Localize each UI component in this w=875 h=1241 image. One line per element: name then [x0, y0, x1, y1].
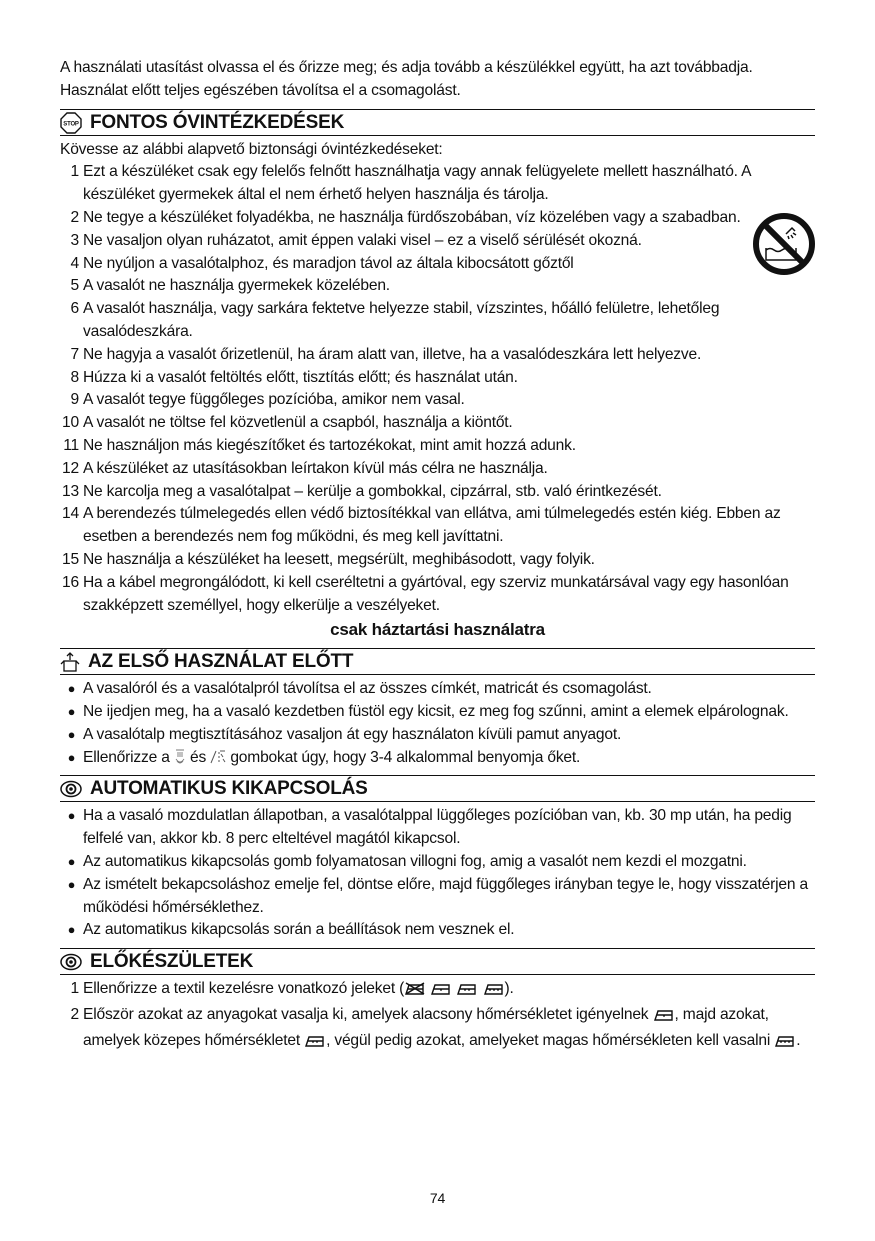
iron-high-icon	[774, 1032, 796, 1056]
item-number: 16	[62, 573, 79, 591]
section-heading-safety	[60, 109, 815, 136]
list-item	[60, 851, 815, 874]
item-text: Ha a kábel megrongálódott, ki kell cseréltetni a gyártóval, egy szerviz munkatársával vagy egy hasonlóan szakképzett személlyel, hogy elkerülje a veszélyeket.	[83, 573, 789, 614]
item-text: A vasalót tegye függőleges pozícióba, amikor nem vasal.	[83, 391, 465, 409]
item-number: 4	[70, 254, 79, 272]
item-number: 2	[70, 208, 79, 226]
list-item	[60, 458, 815, 481]
list-item	[60, 481, 815, 504]
item-number: 6	[70, 300, 79, 318]
list-item	[60, 975, 815, 1004]
iron-high-icon	[483, 980, 505, 1004]
item-number: 11	[63, 436, 79, 454]
item-text: Ne tegye a készüléket folyadékba, ne használja fürdőszobában, víz közelében vagy a szabadban.	[83, 208, 741, 226]
item-text: A vasalótalp megtisztításához vasaljon át egy használaton kívüli pamut anyagot.	[83, 725, 622, 743]
list-item	[60, 389, 815, 412]
iron-low-icon	[653, 1006, 675, 1030]
steam-button-icon	[174, 749, 186, 765]
item-number: 13	[62, 482, 79, 500]
unpack-box-icon	[60, 651, 80, 673]
item-number: 14	[62, 505, 79, 523]
item-text: Az automatikus kikapcsolás során a beállítások nem vesznek el.	[83, 921, 515, 939]
item-number: 10	[62, 414, 79, 432]
item-text: Ha a vasaló mozdulatlan állapotban, a vasalótalppal lüggőleges pozícióban van, kb. 30 mp után, ha pedig felfelé van, akkor kb. 8 perc elteltével magától kikapcsol.	[83, 807, 792, 848]
bullet: ●	[67, 681, 76, 697]
iron-medium-icon	[456, 980, 478, 1004]
text: , végül pedig azokat, amelyeket magas hőmérsékleten kell vasalni	[326, 1031, 771, 1049]
bullet: ●	[67, 876, 76, 892]
item-number: 7	[70, 345, 79, 363]
no-water-warning-icon	[752, 212, 816, 276]
item-number: 2	[70, 1005, 79, 1023]
eye-icon	[60, 780, 82, 798]
content	[60, 57, 815, 1055]
list-item	[60, 344, 815, 367]
list-item	[60, 412, 815, 435]
eye-icon	[60, 953, 82, 971]
item-text: A berendezés túlmelegedés ellen védő biztosítékkal van ellátva, ami túlmelegedés estén kiég. Ebben az esetben a berendezés nem fog működni, és meg kell javíttatni.	[83, 505, 781, 546]
item-text: Az automatikus kikapcsolás gomb folyamatosan villogni fog, amig a vasalót nem kezdi el mozgatni.	[83, 852, 747, 870]
item-number: 1	[70, 980, 79, 998]
text: .	[796, 1031, 801, 1049]
item-text: Ne nyúljon a vasalótalphoz, és maradjon távol az általa kibocsátott gőztől	[83, 254, 574, 272]
bullet: ●	[67, 726, 76, 742]
safety-lead: Kövesse az alábbi alapvető biztonsági óvintézkedéseket:	[60, 140, 443, 158]
section-heading-first-use	[60, 648, 815, 675]
item-number: 9	[70, 391, 79, 409]
list-item	[60, 253, 815, 276]
text: Ellenőrizze a textil kezelésre vonatkozó jeleket (	[83, 980, 405, 998]
bullet: ●	[67, 853, 76, 869]
item-text: A vasalót használja, vagy sarkára fektetve helyezze stabil, vízszintes, hőálló felületre, lehetőleg vasalódeszkára.	[83, 300, 720, 340]
list-item: ● Ellenőrizze a és gombokat úgy, hogy 3-4 alkalommal benyomja őket.	[67, 748, 581, 766]
bullet: ●	[67, 808, 76, 824]
household-use-note: csak háztartási használatra	[330, 620, 545, 640]
item-text: A vasalót ne töltse fel közvetlenül a csapból, használja a kiöntőt.	[83, 414, 513, 432]
list-item	[60, 572, 815, 618]
item-text: A vasalóról és a vasalótalpról távolítsa el az összes címkét, matricát és csomagolást.	[83, 680, 652, 698]
text: Először azokat az anyagokat vasalja ki, amelyek alacsony hőmérsékletet igényelnek	[83, 1005, 649, 1023]
list-item	[60, 874, 815, 920]
item-text: Ne használjon más kiegészítőket és tartozékokat, mint amit hozzá adunk.	[83, 436, 576, 454]
iron-medium-icon	[304, 1032, 326, 1056]
auto-off-list	[60, 802, 815, 942]
list-item	[60, 161, 815, 207]
item-text: Ne vasaljon olyan ruházatot, amit éppen valaki visel – ez a viselő sérülését okozná.	[83, 231, 642, 249]
no-iron-icon	[404, 980, 426, 1004]
item-number: 1	[70, 163, 79, 181]
list-item	[60, 298, 815, 344]
list-item	[60, 549, 815, 572]
item-text: Ezt a készüléket csak egy felelős felnőtt használhatja vagy annak felügyelete mellett használható. A készüléket gyermekek által el nem érhető helyen használja és tárolja.	[83, 163, 751, 204]
svg-text:STOP: STOP	[63, 121, 79, 128]
section-heading-prep	[60, 948, 815, 975]
list-item	[60, 207, 815, 230]
item-number: 8	[70, 368, 79, 386]
list-item	[60, 919, 815, 942]
item-text: Ne ijedjen meg, ha a vasaló kezdetben füstöl egy kicsit, ez meg fog szűnni, amint a elemek elpárolognak.	[83, 702, 789, 720]
section-heading-auto-off	[60, 775, 815, 802]
list-item	[60, 275, 815, 298]
list-item	[60, 503, 815, 549]
text: Ellenőrizze a	[83, 748, 170, 766]
list-item	[60, 678, 815, 701]
section-title: FONTOS ÓVINTÉZKEDÉSEK	[90, 111, 345, 133]
list-item	[60, 1004, 815, 1056]
item-text: A vasalót ne használja gyermekek közelében.	[83, 277, 390, 295]
list-item	[60, 724, 815, 747]
list-item	[60, 435, 815, 458]
intro-text: A használati utasítást olvassa el és őrizze meg; és adja tovább a készülékkel együtt, ha azt továbbadja. Használat előtt teljes egészében távolítsa el a csomagolást.	[60, 59, 753, 99]
item-number: 12	[62, 459, 79, 477]
spray-button-icon	[210, 749, 226, 765]
text: és	[189, 748, 207, 766]
list-item	[60, 805, 815, 851]
item-text: A készüléket az utasításokban leírtakon kívül más célra ne használja.	[83, 459, 548, 477]
page-number: 74	[429, 1190, 446, 1206]
item-number: 3	[70, 231, 79, 249]
list-item	[60, 230, 815, 253]
item-number: 5	[70, 277, 79, 295]
list-item	[60, 701, 815, 724]
item-number: 15	[62, 550, 79, 568]
text: , majd azokat, amelyek közepes hőmérsékletet	[83, 1005, 769, 1049]
item-text: Húzza ki a vasalót feltöltés előtt, tisztítás előtt; és használat után.	[83, 368, 518, 386]
text: gombokat úgy, hogy 3-4 alkalommal benyomja őket.	[230, 748, 581, 766]
first-use-list	[60, 675, 815, 746]
item-text: Ne hagyja a vasalót őrizetlenül, ha áram alatt van, illetve, ha a vasalódeszkára lett helyezve.	[83, 345, 702, 363]
text: ).	[504, 980, 514, 998]
list-item	[60, 367, 815, 390]
section-title: AUTOMATIKUS KIKAPCSOLÁS	[90, 778, 368, 800]
bullet: ●	[67, 703, 76, 719]
stop-icon	[60, 112, 82, 134]
item-text: Ne használja a készüléket ha leesett, megsérült, meghibásodott, vagy folyik.	[83, 550, 595, 568]
item-text: Az ismételt bekapcsoláshoz emelje fel, döntse előre, majd függőleges irányban tegye le, hogy visszatérjen a működési hőmérséklethez.	[83, 875, 808, 916]
section-title: AZ ELSŐ HASZNÁLAT ELŐTT	[88, 651, 354, 673]
section-title: ELŐKÉSZÜLETEK	[90, 951, 254, 973]
iron-low-icon	[430, 980, 452, 1004]
safety-list	[60, 161, 815, 617]
bullet: ●	[67, 922, 76, 938]
item-text: Ne karcolja meg a vasalótalpat – kerülje a gombokkal, cipzárral, stb. való érintkezését.	[83, 482, 662, 500]
